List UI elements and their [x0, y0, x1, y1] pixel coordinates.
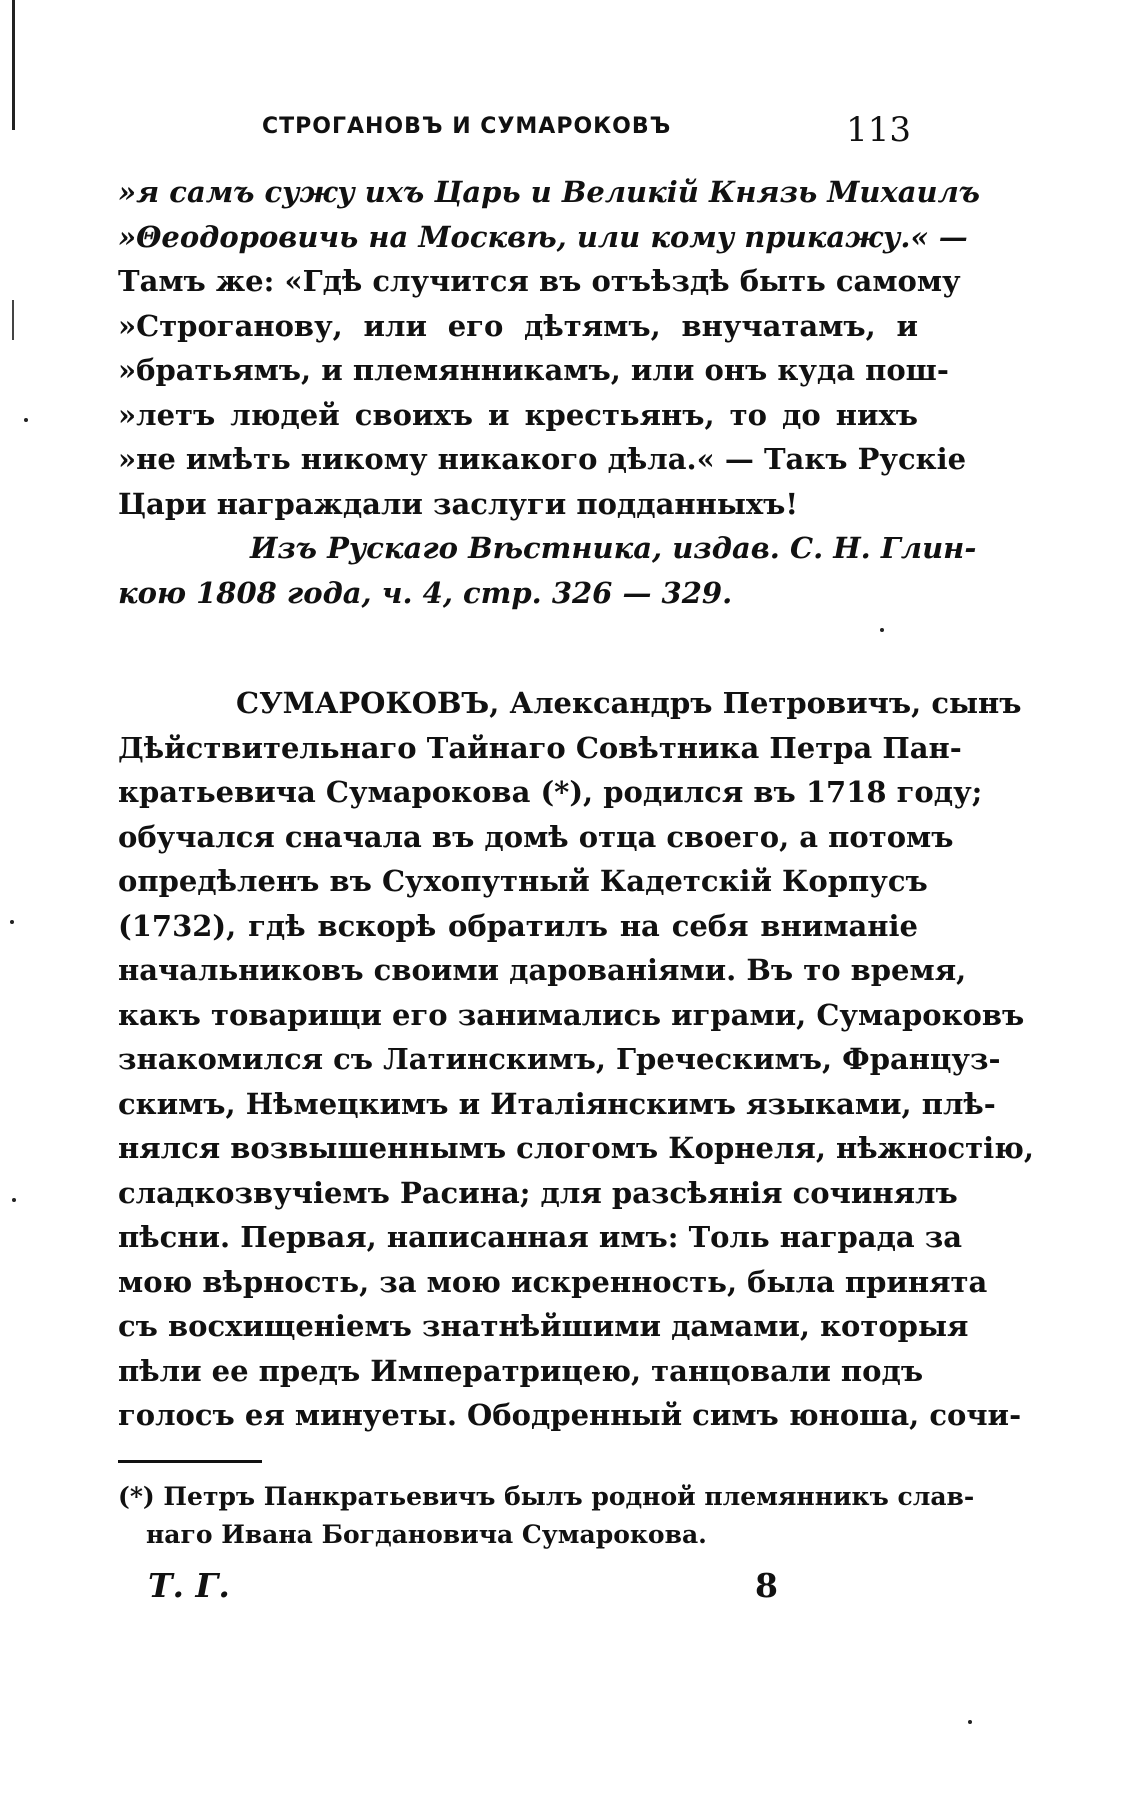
quote-line: »летъ людей своихъ и крестьянъ, то до нихъ — [118, 397, 918, 432]
article-line: (1732), гдѣ вскорѣ обратилъ на себя вниманіе — [118, 908, 918, 943]
article-line: Дѣйствительнаго Тайнаго Совѣтника Петра Пан- — [118, 730, 962, 765]
article-line: пѣли ее предъ Императрицею, танцовали подъ — [118, 1353, 924, 1388]
quote-line: »Θеодоровичь на Москвѣ, или кому прикажу.« — — [118, 219, 968, 254]
article-text — [118, 681, 1034, 1438]
footnote-line: наго Ивана Богдановича Сумарокова. — [146, 1520, 707, 1549]
article-line: обучался сначала въ домѣ отца своего, а потомъ — [118, 819, 954, 854]
speck — [10, 920, 14, 924]
quote-block — [118, 170, 980, 526]
footnote-line: (*) Петръ Панкратьевичъ былъ родной племянникъ слав- — [118, 1482, 975, 1511]
signature-mark: Т. Г. — [148, 1566, 230, 1605]
citation-line: Изъ Рускаго Вѣстника, издав. С. Н. Глин- — [250, 531, 977, 565]
article-line: опредѣленъ въ Сухопутный Кадетскій Корпусъ — [118, 864, 928, 898]
citation-line: кою 1808 года, ч. 4, стр. 326 — 329. — [118, 575, 733, 610]
quote-line: »Строганову, или его дѣтямъ, внучатамъ, и — [118, 308, 918, 343]
page-edge-line — [12, 0, 15, 130]
speck — [968, 1720, 972, 1724]
running-head: СТРОГАНОВЪ И СУМАРОКОВЪ — [262, 114, 672, 139]
speck — [24, 418, 28, 422]
article-line: скимъ, Нѣмецкимъ и Италіянскимъ языками, плѣ- — [118, 1086, 996, 1121]
signature-line — [148, 1566, 778, 1605]
article-line: пѣсни. Первая, написанная имъ: Толь награда за — [118, 1220, 963, 1254]
source-citation — [118, 526, 977, 615]
page-edge-line — [12, 300, 14, 340]
quote-line: »братьямъ, и племянникамъ, или онъ куда пош- — [118, 353, 949, 387]
quote-line: »не имѣть никому никакого дѣла.« — Такъ Рускіе — [118, 442, 967, 476]
footnote-divider — [118, 1460, 262, 1463]
speck — [12, 1198, 16, 1202]
article-line: начальниковъ своими дарованіями. Въ то время, — [118, 953, 967, 987]
article-line: СУМАРОКОВЪ, Александръ Петровичъ, сынъ — [236, 686, 1022, 720]
article-line: нялся возвышеннымъ слогомъ Корнеля, нѣжностію, — [118, 1131, 1034, 1165]
page-body — [118, 170, 1034, 1438]
footnote — [118, 1478, 975, 1554]
article-line: сладкозвучіемъ Расина; для разсѣянія сочинялъ — [118, 1175, 958, 1210]
article-line: мою вѣрность, за мою искренность, была принята — [118, 1264, 988, 1299]
signature-number: 8 — [755, 1566, 778, 1605]
article-line: кратьевича Сумарокова (*), родился въ 1718 году; — [118, 775, 983, 809]
article-line: съ восхищеніемъ знатнѣйшими дамами, которыя — [118, 1309, 969, 1343]
page-number: 113 — [846, 110, 911, 150]
article-line: голосъ ея минуеты. Ободренный симъ юноша, сочи- — [118, 1398, 1022, 1432]
article-line: какъ товарищи его занимались играми, Сумароковъ — [118, 997, 1025, 1032]
quote-line: »я самъ сужу ихъ Царь и Великій Князь Михаилъ — [118, 175, 980, 209]
quote-line: Цари награждали заслуги подданныхъ! — [118, 486, 799, 521]
quote-line: Тамъ же: «Гдѣ случится въ отъѣздѣ быть самому — [118, 264, 961, 298]
page-header — [262, 110, 917, 160]
article-line: знакомился съ Латинскимъ, Греческимъ, Француз- — [118, 1042, 1001, 1076]
speck — [880, 628, 884, 632]
